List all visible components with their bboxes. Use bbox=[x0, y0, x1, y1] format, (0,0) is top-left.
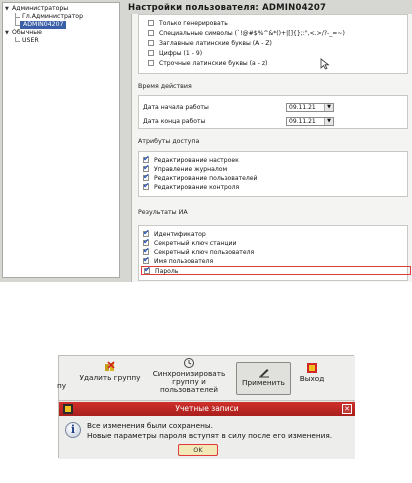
option-label: Цифры (1 - 9) bbox=[159, 50, 203, 57]
checkbox[interactable] bbox=[148, 30, 154, 36]
checkbox-checked[interactable] bbox=[144, 268, 150, 274]
tree-item-label: Гл.Администратор bbox=[22, 13, 84, 20]
button-label: Выход bbox=[299, 374, 325, 383]
sync-group-button[interactable] bbox=[147, 357, 231, 394]
button-label: Применить bbox=[242, 378, 285, 387]
checkbox[interactable] bbox=[148, 20, 154, 26]
option-label: Управление журналом bbox=[154, 166, 228, 173]
tree-item-label: ADMIN04207 bbox=[23, 21, 64, 28]
tree-item-label: Обычные bbox=[12, 29, 42, 36]
option-label: Секретный ключ станции bbox=[154, 240, 237, 247]
button-label: Удалить группу bbox=[79, 373, 141, 382]
checkbox[interactable] bbox=[148, 50, 154, 56]
start-date-value: 09.11.21 bbox=[289, 104, 316, 111]
option-label: Пароль bbox=[155, 268, 179, 275]
dialog-titlebar bbox=[59, 402, 355, 416]
dialog-message-line2: Новые параметры пароля вступят в силу после его изменения. bbox=[87, 431, 333, 440]
info-icon: i bbox=[65, 422, 81, 438]
option-label: Только генерировать bbox=[159, 20, 228, 27]
access-edit-settings[interactable] bbox=[143, 156, 239, 165]
chevron-down-icon[interactable]: ▼ bbox=[324, 104, 333, 111]
ok-button[interactable]: OK bbox=[178, 444, 218, 456]
exit-button[interactable] bbox=[297, 362, 327, 383]
exit-icon bbox=[306, 362, 318, 374]
tree-connector bbox=[15, 41, 20, 42]
option-label: Строчные латинские буквы (a - z) bbox=[159, 60, 268, 67]
result-username[interactable] bbox=[143, 257, 213, 266]
option-uppercase[interactable] bbox=[148, 39, 272, 48]
toolbar bbox=[59, 356, 355, 401]
dialog-body bbox=[59, 416, 355, 459]
result-user-key[interactable] bbox=[143, 248, 254, 257]
expand-arrow-icon[interactable]: ▼ bbox=[5, 6, 9, 12]
option-label: Секретный ключ пользователя bbox=[154, 249, 255, 256]
results-box bbox=[138, 225, 408, 281]
option-generate-only[interactable] bbox=[148, 19, 228, 28]
option-label: Специальные символы (`!@#$%^&*()+|[]{};:",<.>/?-_=~) bbox=[159, 30, 345, 37]
result-password[interactable] bbox=[141, 266, 411, 275]
option-digits[interactable] bbox=[148, 49, 202, 58]
validity-box bbox=[138, 95, 408, 129]
checkbox-checked[interactable] bbox=[143, 184, 149, 190]
access-edit-control[interactable] bbox=[143, 183, 239, 192]
start-date-label: Дата начала работы bbox=[143, 104, 209, 111]
option-label: Имя пользователя bbox=[154, 258, 214, 265]
option-label: Редактирование контроля bbox=[154, 184, 240, 191]
mouse-pointer-icon bbox=[320, 58, 330, 70]
chevron-down-icon[interactable]: ▼ bbox=[324, 118, 333, 125]
tree-item-label: Администраторы bbox=[12, 5, 69, 12]
option-label: Редактирование пользователей bbox=[154, 175, 258, 182]
tree-item-regular[interactable] bbox=[5, 29, 42, 37]
close-icon[interactable]: ✕ bbox=[342, 404, 352, 414]
settings-panel bbox=[131, 14, 412, 282]
toolbar-button-partial[interactable]: пу bbox=[57, 381, 67, 390]
result-station-key[interactable] bbox=[143, 239, 236, 248]
end-date-field[interactable] bbox=[286, 117, 334, 126]
expand-arrow-icon[interactable]: ▼ bbox=[5, 30, 9, 36]
end-date-value: 09.11.21 bbox=[289, 118, 316, 125]
tree-connector bbox=[15, 17, 20, 18]
option-label: Редактирование настроек bbox=[154, 157, 239, 164]
result-identifier[interactable] bbox=[143, 230, 206, 239]
apply-button[interactable] bbox=[236, 362, 291, 395]
tree-item-user[interactable] bbox=[22, 37, 39, 45]
checkbox-checked[interactable] bbox=[143, 258, 149, 264]
checkbox[interactable] bbox=[148, 60, 154, 66]
access-section-title: Атрибуты доступа bbox=[138, 138, 200, 145]
tree-item-label: USER bbox=[22, 37, 39, 44]
page-title: Настройки пользователя: ADMIN04207 bbox=[128, 3, 327, 13]
button-label: Синхронизировать группу и пользователей bbox=[152, 369, 226, 394]
option-label: Идентификатор bbox=[154, 231, 206, 238]
results-section-title: Результаты ИА bbox=[138, 209, 188, 216]
checkbox[interactable] bbox=[148, 40, 154, 46]
validity-section-title: Время действия bbox=[138, 83, 192, 90]
option-lowercase[interactable] bbox=[148, 59, 267, 68]
tree-item-administrators[interactable] bbox=[5, 5, 68, 13]
dialog-title: Учетные записи bbox=[175, 404, 239, 413]
dialog-message-line1: Все изменения были сохранены. bbox=[87, 421, 213, 430]
password-options-box bbox=[138, 14, 408, 74]
delete-group-button[interactable] bbox=[77, 361, 143, 382]
option-label: Заглавные латинские буквы (A - Z) bbox=[159, 40, 272, 47]
delete-group-icon bbox=[104, 361, 116, 373]
access-box bbox=[138, 151, 408, 197]
access-log-management[interactable] bbox=[143, 165, 227, 174]
option-special-chars[interactable] bbox=[148, 29, 345, 38]
apply-pen-icon bbox=[258, 366, 270, 378]
app-icon bbox=[63, 404, 73, 414]
sync-icon bbox=[183, 357, 195, 369]
users-tree bbox=[2, 2, 120, 278]
end-date-label: Дата конца работы bbox=[143, 118, 206, 125]
tree-item-admin04207[interactable] bbox=[20, 21, 66, 29]
tree-item-chief-admin[interactable] bbox=[22, 13, 83, 21]
accounts-window bbox=[58, 355, 354, 458]
access-edit-users[interactable] bbox=[143, 174, 258, 183]
start-date-field[interactable] bbox=[286, 103, 334, 112]
